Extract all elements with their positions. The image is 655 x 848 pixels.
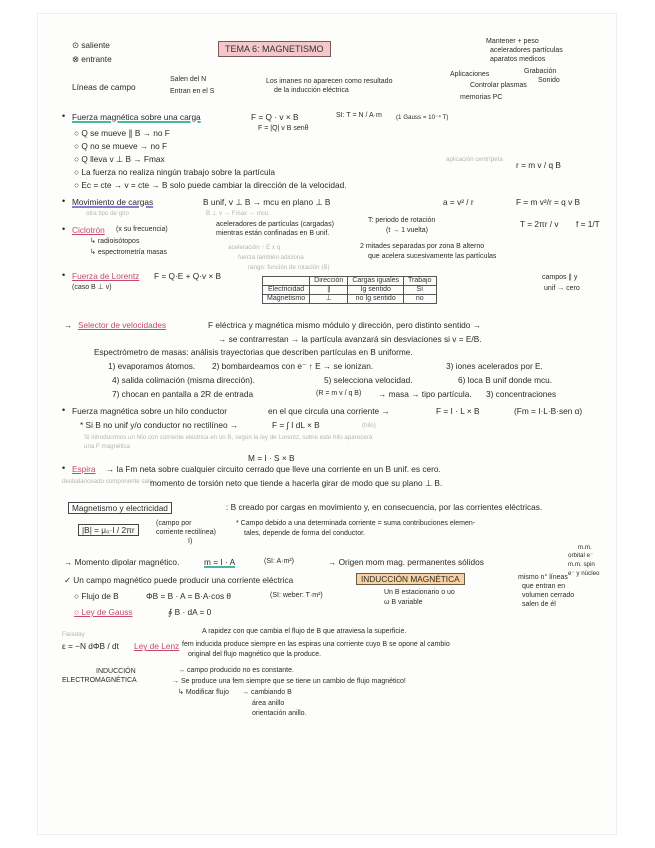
induccion-intro: ✓ Un campo magnético puede producir una corriente eléctrica [64,575,294,585]
espira-title: Espira [72,464,96,474]
hilo-p2-b: una F magnética [84,443,131,450]
flujo-formula: ΦB = B · A = B·A·cos θ [146,591,232,601]
faraday-label: Faraday [62,631,85,638]
momento: → Momento dipolar magnético. [64,557,180,567]
movimiento-T: T = 2πr / v [520,219,559,229]
lorentz-caso: (caso B ⊥ v) [72,284,112,291]
selector-s7: 7) chocan en pantalla a 2R de entrada [112,389,254,399]
ind-1: → campo producido no es constante. [178,667,294,674]
ind-title-2: ELECTROMAGNÉTICA [62,677,137,684]
movimiento-periodo: T: periodo de rotación [368,217,436,224]
ind-2: → Se produce una fem siempre que se tiene un cambio de flujo magnético! [172,678,406,685]
fuerza-carga-p2: ○ Q no se mueve → no F [74,141,168,151]
selector-arrow: → [64,320,73,330]
ciclotron-app-1: ↳ radioisótopos [90,238,140,245]
lorentz-cell: Ig sentido [348,286,404,295]
fuerza-carga-p4: ○ La fuerza no realiza ningún trabajo sobre la partícula [74,167,276,177]
lorentz-cell: no [404,295,436,304]
flujo-box-2: ω B variable [384,599,423,606]
fuerza-carga-si: SI: T = N / A·m [336,112,382,119]
notes-page [38,14,616,834]
lorentz-cell: ⊥ [310,295,348,304]
mismo-1: mismo n° líneas [518,574,568,581]
selector-s7-formula: (R = m v / q B) [316,390,362,397]
magelec-campo-1: (campo por [156,520,192,527]
ciclotron-title: Ciclotrón [72,225,105,235]
fuerza-carga-aside: aplicación centrípeta [446,156,503,163]
fuerza-carga-r: r = m v / q B [516,160,561,170]
movimiento-f: f = 1/T [576,219,600,229]
selector-s5: 5) selecciona velocidad. [324,375,413,385]
espira-desc-1: → la Fm neta sobre cualquier circuito cerrado que lleve una corriente en un B unif. es cero. [106,464,441,474]
hilo-p2: Si introducimos un hilo con corriente eléctrica en un B, según la ley de Lorentz, sobre este hilo aparecerá [84,434,373,441]
magelec-desc: : B creado por cargas en movimiento y, en consecuencia, por las corrientes eléctricas. [226,502,543,512]
selector-desc-2: → se contrarrestan → la partícula avanzará sin desviaciones si v = E/B. [218,334,482,344]
hilo-fm: (Fm = I·L·B·sen α) [514,406,583,416]
magelec-campo-2: corriente rectilínea) [156,529,216,536]
ley-label: Ley de Lenz [134,641,180,651]
mm-orbital: orbital e⁻ [568,552,594,559]
fuerza-carga-p1: ○ Q se mueve ∥ B → no F [74,128,170,138]
legend-entrante: ⊗ entrante [72,54,112,64]
movimiento-faint-2: B ⊥ v → Fmax → mcu [206,210,269,217]
espira-faint: desbalanceado componente sale [62,478,153,485]
bullet: • [62,463,66,473]
selector-s6: 6) loca B unif donde mcu. [458,375,553,385]
mm: m.m. [578,544,592,551]
lorentz-formula: F = Q·E + Q·v × B [154,271,222,281]
selector-s3: 3) iones acelerados por E. [446,361,543,371]
flujo-unit: (SI: weber: T·m²) [270,592,323,599]
ciclotron-app-2: ↳ espectrometría masas [90,249,168,256]
ciclotron-faint-3: rango: función de rotación (B) [248,264,330,271]
magelec-note-1: * Campo debido a una determinada corriente = suma contribuciones elemen- [236,520,476,527]
magelec-campo-3: I) [188,538,193,545]
bullet: • [62,270,66,280]
lorentz-title: Fuerza de Lorentz [72,271,140,281]
lorentz-campos: campos ∥ y [542,274,578,281]
ind-4: → cambiando B [242,689,292,696]
uses-3: Aplicaciones [450,71,490,78]
movimiento-title: Movimiento de cargas [72,197,154,207]
selector-s7-end: → masa → tipo partícula. [378,389,472,399]
fuerza-carga-p3: ○ Q lleva v ⊥ B → Fmax [74,154,165,164]
hilo-p1: * Si B no unif y/o conductor no rectilíneo → [80,420,239,430]
lineas-label: Líneas de campo [72,82,136,92]
lorentz-col-1: Dirección [310,277,348,286]
mismo-4: salen de él [522,601,556,608]
bullet: • [62,111,66,121]
lorentz-table [262,276,437,304]
uses-5: Sonido [538,77,560,84]
momento-origen: → Origen mom mag. permanentes sólidos [328,557,484,567]
movimiento-desc: B unif, v ⊥ B → mcu en plano ⊥ B [203,197,331,207]
movimiento-accel: a = v² / r [443,197,474,207]
gauss-label: ○ Ley de Gauss [74,607,133,617]
ley-top: A rapidez con que cambia el flujo de B que atraviesa la superficie. [202,628,407,635]
movimiento-periodo-sub: (t → 1 vuelta) [386,227,429,234]
magelec-note-2: tales, depende de forma del conductor. [244,530,366,537]
lorentz-cell: no Ig sentido [348,295,404,304]
selector-desc-1: F eléctrica y magnética mismo módulo y dirección, pero distinto sentido → [208,320,481,330]
ind-6: orientación anillo. [252,710,307,717]
lorentz-col-2: Cargas iguales [348,277,404,286]
lorentz-row-2: Magnetismo [263,295,310,304]
mismo-2: que entran en [522,583,566,590]
faraday-formula: ε = −N dΦB / dt [62,641,119,651]
ciclotron-desc-3: 2 mitades separadas por zona B alterno [360,243,485,250]
bullet: • [62,405,66,415]
ciclotron-sub: (x su frecuencia) [116,226,168,233]
hilo-p1-note: (hilo) [362,422,376,429]
espira-formula: M = I · S × B [248,453,295,463]
lineas-sale: Salen del N [170,76,207,83]
magelec-title: Magnetismo y electricidad [68,502,172,514]
ind-5: área anillo [252,700,285,707]
movimiento-faint-1: otra tipo de giro [86,210,129,217]
magelec-B: |B| = μ₀·I / 2πr [78,524,139,536]
bullet: • [62,196,66,206]
fuerza-carga-formula: F = Q · v × B [251,112,299,122]
ind-title-1: INDUCCIÓN [96,668,136,675]
fuerza-carga-p5: ○ Ec = cte → v = cte → B solo puede cambiar la dirección de la velocidad. [74,180,347,190]
hilo-desc: en el que circula una corriente → [268,406,390,416]
movimiento-force: F = m v²/r = q v B [516,197,581,207]
espira-desc-2: momento de torsión neto que tiende a hacerla girar de modo que su plano ⊥ B. [150,478,443,488]
legend-saliente: ⊙ saliente [72,40,110,50]
selector-title: Selector de velocidades [78,320,167,330]
ciclotron-faint-2: fuerza también adiciona [238,254,304,261]
uses-top: Mantener + peso [486,38,539,45]
bullet: • [62,224,66,234]
momento-unit: (SI: A·m²) [264,558,294,565]
gauss-formula: ∮ B · dA = 0 [168,607,212,617]
lineas-note-2: de la inducción eléctrica [274,87,349,94]
uses-2: aparatos medicos [490,56,546,63]
ciclotron-faint-1: aceleración ↑ E x q [228,244,281,251]
fuerza-carga-gauss: (1 Gauss = 10⁻⁴ T) [396,114,449,121]
uses-1: aceleradores partículas [490,47,563,54]
flujo-box-1: Un B estacionario o uo [384,589,455,596]
page-title: TEMA 6: MAGNETISMO [218,41,331,57]
hilo-formula: F = I · L × B [436,406,480,416]
selector-s2: 2) bombardeamos con e⁻ ↑ E → se ionizan. [212,361,374,371]
lorentz-cell: Sí [404,286,436,295]
selector-s4: 4) salida colimación (misma dirección). [112,375,255,385]
mm-spin: m.m. spin [568,561,595,568]
ciclotron-desc-2: mientras están confinadas en B unif. [216,230,330,237]
lineas-note-1: Los imanes no aparecen como resultado [266,78,393,85]
uses-6: Controlar plasmas [470,82,527,89]
ley-1: fem inducida produce siempre en las espiras una corriente cuyo B se opone al cambio [182,641,450,648]
lorentz-cell: ∥ [310,286,348,295]
momento-formula: m = I · A [204,557,236,567]
fuerza-carga-mod: F = |Q| v B senθ [258,125,309,132]
ciclotron-desc-1: aceleradores de partículas (cargadas) [216,221,334,228]
hilo-p1-formula: F = ∫ I dL × B [272,420,320,430]
selector-s8: 3) concentraciones [486,389,557,399]
mm-nucleo: e⁻ y núcleo [568,570,600,577]
induccion-box: INDUCCIÓN MAGNÉTICA [356,573,465,585]
uses-7: memorias PC [460,94,503,101]
ind-3: ↳ Modificar flujo [178,689,229,696]
lineas-entra: Entran en el S [170,88,215,95]
flujo-label: ○ Flujo de B [74,591,119,601]
lorentz-col-3: Trabajo [404,277,436,286]
lorentz-unif: unif → cero [544,285,580,292]
selector-esp: Espectrómetro de masas: análisis trayectorias que describen partículas en B uniforme. [94,347,413,357]
mismo-3: volumen cerrado [522,592,575,599]
hilo-title: Fuerza magnética sobre un hilo conductor [72,406,227,416]
ciclotron-desc-4: que acelera sucesivamente las partículas [368,253,497,260]
ley-2: original del flujo magnético que la produce. [188,651,322,658]
fuerza-carga-title: Fuerza magnética sobre una carga [72,112,201,122]
lorentz-row-1: Electricidad [263,286,310,295]
uses-4: Grabación [524,68,557,75]
selector-s1: 1) evaporamos átomos. [108,361,196,371]
